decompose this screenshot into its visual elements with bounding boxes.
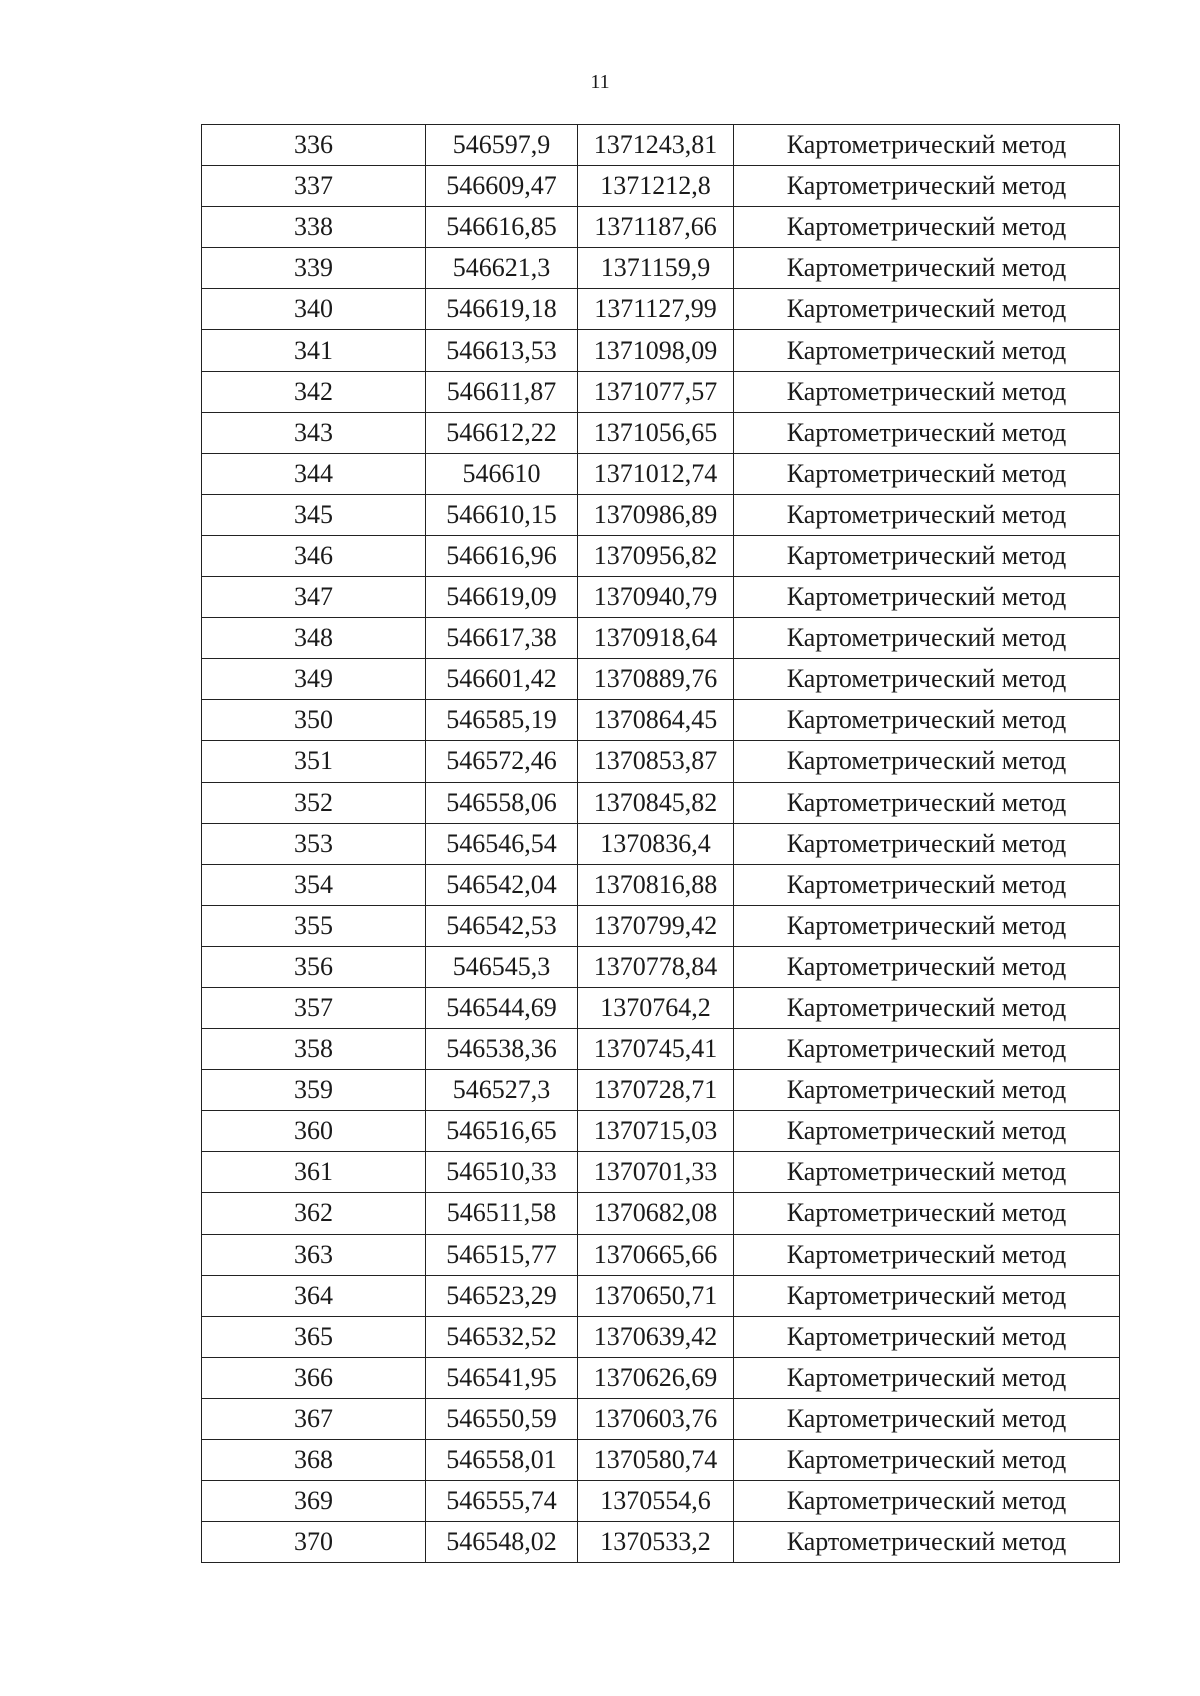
y-coordinate-cell: 1370626,69 [578,1357,734,1398]
y-coordinate-cell: 1370764,2 [578,987,734,1028]
method-cell: Картометрический метод [734,741,1120,782]
table-row [202,125,1120,166]
x-coordinate-cell: 546542,04 [426,864,578,905]
y-coordinate-cell: 1370665,66 [578,1234,734,1275]
method-cell: Картометрический метод [734,125,1120,166]
x-coordinate-cell: 546613,53 [426,330,578,371]
method-cell: Картометрический метод [734,248,1120,289]
y-coordinate-cell: 1371212,8 [578,166,734,207]
table-row [202,618,1120,659]
x-coordinate-cell: 546515,77 [426,1234,578,1275]
point-number-cell: 366 [202,1357,426,1398]
point-number-cell: 354 [202,864,426,905]
y-coordinate-cell: 1370940,79 [578,577,734,618]
coordinates-table-body [202,125,1120,1563]
method-cell: Картометрический метод [734,1481,1120,1522]
x-coordinate-cell: 546611,87 [426,371,578,412]
x-coordinate-cell: 546616,96 [426,535,578,576]
y-coordinate-cell: 1371012,74 [578,453,734,494]
point-number-cell: 350 [202,700,426,741]
x-coordinate-cell: 546542,53 [426,905,578,946]
x-coordinate-cell: 546621,3 [426,248,578,289]
method-cell: Картометрический метод [734,700,1120,741]
table-row [202,1357,1120,1398]
table-row [202,371,1120,412]
method-cell: Картометрический метод [734,823,1120,864]
x-coordinate-cell: 546527,3 [426,1070,578,1111]
y-coordinate-cell: 1371243,81 [578,125,734,166]
method-cell: Картометрический метод [734,1522,1120,1563]
table-row [202,1029,1120,1070]
point-number-cell: 367 [202,1398,426,1439]
point-number-cell: 345 [202,494,426,535]
table-row [202,1522,1120,1563]
method-cell: Картометрический метод [734,1152,1120,1193]
point-number-cell: 339 [202,248,426,289]
point-number-cell: 343 [202,412,426,453]
y-coordinate-cell: 1370639,42 [578,1316,734,1357]
x-coordinate-cell: 546572,46 [426,741,578,782]
method-cell: Картометрический метод [734,618,1120,659]
y-coordinate-cell: 1370650,71 [578,1275,734,1316]
x-coordinate-cell: 546609,47 [426,166,578,207]
y-coordinate-cell: 1370864,45 [578,700,734,741]
x-coordinate-cell: 546510,33 [426,1152,578,1193]
method-cell: Картометрический метод [734,1070,1120,1111]
table-row [202,207,1120,248]
method-cell: Картометрический метод [734,371,1120,412]
table-row [202,1070,1120,1111]
x-coordinate-cell: 546516,65 [426,1111,578,1152]
method-cell: Картометрический метод [734,1193,1120,1234]
y-coordinate-cell: 1370799,42 [578,905,734,946]
x-coordinate-cell: 546610,15 [426,494,578,535]
y-coordinate-cell: 1371077,57 [578,371,734,412]
table-row [202,330,1120,371]
table-row [202,248,1120,289]
point-number-cell: 336 [202,125,426,166]
point-number-cell: 362 [202,1193,426,1234]
x-coordinate-cell: 546546,54 [426,823,578,864]
point-number-cell: 347 [202,577,426,618]
method-cell: Картометрический метод [734,659,1120,700]
table-row [202,453,1120,494]
method-cell: Картометрический метод [734,577,1120,618]
y-coordinate-cell: 1371127,99 [578,289,734,330]
y-coordinate-cell: 1370918,64 [578,618,734,659]
method-cell: Картометрический метод [734,1398,1120,1439]
method-cell: Картометрический метод [734,330,1120,371]
x-coordinate-cell: 546550,59 [426,1398,578,1439]
y-coordinate-cell: 1370701,33 [578,1152,734,1193]
point-number-cell: 353 [202,823,426,864]
method-cell: Картометрический метод [734,987,1120,1028]
x-coordinate-cell: 546523,29 [426,1275,578,1316]
x-coordinate-cell: 546544,69 [426,987,578,1028]
table-row [202,166,1120,207]
method-cell: Картометрический метод [734,905,1120,946]
x-coordinate-cell: 546619,18 [426,289,578,330]
y-coordinate-cell: 1370554,6 [578,1481,734,1522]
table-row [202,535,1120,576]
point-number-cell: 356 [202,946,426,987]
table-row [202,864,1120,905]
point-number-cell: 352 [202,782,426,823]
x-coordinate-cell: 546538,36 [426,1029,578,1070]
y-coordinate-cell: 1370778,84 [578,946,734,987]
method-cell: Картометрический метод [734,207,1120,248]
y-coordinate-cell: 1370889,76 [578,659,734,700]
table-row [202,659,1120,700]
method-cell: Картометрический метод [734,535,1120,576]
table-row [202,946,1120,987]
method-cell: Картометрический метод [734,1029,1120,1070]
table-row [202,1316,1120,1357]
point-number-cell: 351 [202,741,426,782]
point-number-cell: 341 [202,330,426,371]
table-row [202,700,1120,741]
y-coordinate-cell: 1370986,89 [578,494,734,535]
y-coordinate-cell: 1371187,66 [578,207,734,248]
y-coordinate-cell: 1370715,03 [578,1111,734,1152]
x-coordinate-cell: 546511,58 [426,1193,578,1234]
table-row [202,289,1120,330]
table-row [202,1481,1120,1522]
x-coordinate-cell: 546532,52 [426,1316,578,1357]
y-coordinate-cell: 1370745,41 [578,1029,734,1070]
table-row [202,412,1120,453]
method-cell: Картометрический метод [734,1234,1120,1275]
method-cell: Картометрический метод [734,494,1120,535]
method-cell: Картометрический метод [734,1357,1120,1398]
method-cell: Картометрический метод [734,1275,1120,1316]
table-row [202,1398,1120,1439]
y-coordinate-cell: 1370682,08 [578,1193,734,1234]
y-coordinate-cell: 1370533,2 [578,1522,734,1563]
y-coordinate-cell: 1370580,74 [578,1440,734,1481]
table-row [202,782,1120,823]
point-number-cell: 365 [202,1316,426,1357]
x-coordinate-cell: 546585,19 [426,700,578,741]
table-row [202,577,1120,618]
table-row [202,1111,1120,1152]
method-cell: Картометрический метод [734,1440,1120,1481]
point-number-cell: 348 [202,618,426,659]
method-cell: Картометрический метод [734,289,1120,330]
table-row [202,905,1120,946]
point-number-cell: 360 [202,1111,426,1152]
point-number-cell: 344 [202,453,426,494]
method-cell: Картометрический метод [734,453,1120,494]
y-coordinate-cell: 1371159,9 [578,248,734,289]
point-number-cell: 364 [202,1275,426,1316]
coordinates-table [201,124,1120,1563]
x-coordinate-cell: 546601,42 [426,659,578,700]
table-row [202,1275,1120,1316]
method-cell: Картометрический метод [734,412,1120,453]
page-number: 11 [590,71,610,93]
point-number-cell: 338 [202,207,426,248]
x-coordinate-cell: 546610 [426,453,578,494]
point-number-cell: 369 [202,1481,426,1522]
y-coordinate-cell: 1370603,76 [578,1398,734,1439]
x-coordinate-cell: 546548,02 [426,1522,578,1563]
method-cell: Картометрический метод [734,782,1120,823]
point-number-cell: 368 [202,1440,426,1481]
x-coordinate-cell: 546617,38 [426,618,578,659]
x-coordinate-cell: 546555,74 [426,1481,578,1522]
y-coordinate-cell: 1370836,4 [578,823,734,864]
point-number-cell: 346 [202,535,426,576]
y-coordinate-cell: 1370853,87 [578,741,734,782]
y-coordinate-cell: 1370728,71 [578,1070,734,1111]
table-row [202,1440,1120,1481]
point-number-cell: 342 [202,371,426,412]
point-number-cell: 355 [202,905,426,946]
method-cell: Картометрический метод [734,946,1120,987]
method-cell: Картометрический метод [734,1111,1120,1152]
point-number-cell: 349 [202,659,426,700]
y-coordinate-cell: 1370845,82 [578,782,734,823]
y-coordinate-cell: 1371056,65 [578,412,734,453]
x-coordinate-cell: 546612,22 [426,412,578,453]
x-coordinate-cell: 546558,06 [426,782,578,823]
method-cell: Картометрический метод [734,166,1120,207]
method-cell: Картометрический метод [734,1316,1120,1357]
x-coordinate-cell: 546597,9 [426,125,578,166]
x-coordinate-cell: 546616,85 [426,207,578,248]
table-row [202,1152,1120,1193]
x-coordinate-cell: 546545,3 [426,946,578,987]
point-number-cell: 363 [202,1234,426,1275]
point-number-cell: 361 [202,1152,426,1193]
x-coordinate-cell: 546541,95 [426,1357,578,1398]
table-row [202,1193,1120,1234]
y-coordinate-cell: 1371098,09 [578,330,734,371]
table-row [202,494,1120,535]
table-row [202,1234,1120,1275]
x-coordinate-cell: 546558,01 [426,1440,578,1481]
point-number-cell: 340 [202,289,426,330]
point-number-cell: 337 [202,166,426,207]
x-coordinate-cell: 546619,09 [426,577,578,618]
y-coordinate-cell: 1370956,82 [578,535,734,576]
table-row [202,823,1120,864]
point-number-cell: 359 [202,1070,426,1111]
table-row [202,987,1120,1028]
point-number-cell: 370 [202,1522,426,1563]
y-coordinate-cell: 1370816,88 [578,864,734,905]
point-number-cell: 358 [202,1029,426,1070]
table-row [202,741,1120,782]
point-number-cell: 357 [202,987,426,1028]
method-cell: Картометрический метод [734,864,1120,905]
